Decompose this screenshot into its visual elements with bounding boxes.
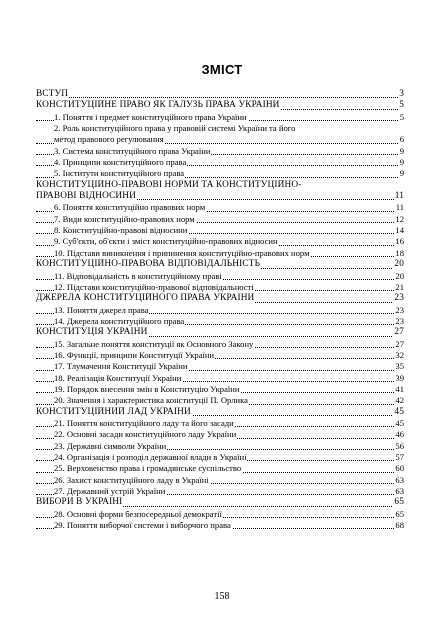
toc-entry-text: 5. Інститути конституційного права [54, 168, 185, 179]
toc-page-number: 12 [395, 213, 404, 224]
page-number: 158 [214, 591, 230, 602]
toc-page-number: 27 [395, 338, 404, 349]
toc-entry-text: 20. Значення і характеристика конституції П. Орлика [54, 395, 248, 406]
toc-item-entry[interactable] [36, 463, 404, 474]
toc-page-number: 46 [395, 429, 404, 440]
toc-section-entry[interactable] [36, 327, 404, 338]
toc-item-entry[interactable] [36, 202, 404, 213]
toc-page-number: 65 [394, 497, 404, 508]
toc-entry-text: 26. Захист конституційного ладу в Україні [54, 474, 209, 485]
toc-page-number: 14 [395, 225, 404, 236]
toc-page-number: 6 [399, 134, 404, 145]
toc-entry-text: 24. Організація і розподіл державної влади в Україні [54, 452, 247, 462]
toc-item-entry[interactable] [36, 452, 404, 463]
toc-page-number: 16 [395, 236, 404, 247]
toc-entry-text: 28. Основні форми безпосередньої демократії [54, 508, 222, 519]
toc-section-entry[interactable] [36, 497, 404, 508]
toc-entry-text: 4. Принципи конституційного права [54, 157, 187, 168]
toc-page-number: 20 [395, 270, 404, 281]
toc-entry-text: 1. Поняття і предмет конституційного права України [54, 111, 247, 122]
toc-item-entry[interactable] [36, 168, 404, 179]
toc-section-entry[interactable] [36, 89, 404, 100]
toc-page-number: 68 [395, 520, 404, 531]
toc-item-entry[interactable] [36, 271, 404, 282]
toc-item-entry[interactable] [36, 429, 404, 440]
toc-item-entry[interactable] [36, 475, 404, 486]
toc-item-entry[interactable] [36, 225, 404, 236]
dot-leader [36, 97, 404, 98]
toc-item-entry[interactable] [36, 305, 404, 316]
toc-entry-text: 18. Реалізація Конституції України [54, 372, 182, 383]
toc-page-number: 21 [395, 281, 404, 292]
toc-item-entry[interactable] [36, 214, 404, 225]
toc-entry-text: 13. Поняття джерел права [54, 304, 149, 315]
toc-item-entry[interactable] [36, 373, 404, 384]
toc-item-entry[interactable] [36, 384, 404, 395]
toc-item-entry[interactable] [36, 350, 404, 361]
toc-item-entry[interactable] [36, 157, 404, 168]
toc-entry-text: ДЖЕРЕЛА КОНСТИТУЦІЙНОГО ПРАВА УКРАЇНИ [36, 293, 255, 304]
toc-section-entry[interactable] [36, 293, 404, 304]
toc-page-number: 39 [395, 372, 404, 383]
toc-entry-text: ВСТУП [36, 89, 69, 99]
toc-page-number: 56 [395, 440, 404, 451]
toc-page-number: 23 [394, 293, 404, 304]
toc-page-number: 63 [395, 474, 404, 485]
toc-entry-text: 23. Державні символи України [54, 440, 167, 451]
toc-entry-text: 12. Підстави конституційно-правової відповідальності [54, 281, 254, 292]
toc-page-number: 42 [395, 395, 404, 406]
toc-page-number: 60 [395, 463, 404, 474]
toc-entry-text: ВИБОРИ В УКРАЇНІ [36, 497, 123, 508]
toc-item-entry[interactable] [36, 361, 404, 372]
toc-page-number: 20 [394, 259, 404, 270]
toc-entry-text: 15. Загальне поняття конституції як Основного Закону [54, 338, 254, 349]
toc-page-number: 9 [399, 157, 404, 168]
toc-item-entry[interactable] [36, 418, 404, 429]
toc-entry-text: ПРАВОВІ ВІДНОСИНИ [36, 191, 137, 202]
toc-entry-text: 17. Тлумачення Конституції України [54, 361, 188, 372]
page-title: ЗМІСТ [201, 62, 243, 77]
toc-page-number: 3 [399, 89, 404, 99]
toc-page-number: 23 [395, 304, 404, 315]
toc-entry-text: 25. Верховенство права і громадянське суспільство [54, 463, 242, 474]
toc-item-entry[interactable] [36, 123, 404, 134]
toc-entry-text: КОНСТИТУЦІЯ УКРАЇНИ [36, 327, 148, 338]
toc-page-number: 11 [395, 202, 404, 213]
toc-entry-text: 21. Поняття конституційного ладу та його засади [54, 417, 234, 428]
toc-item-entry[interactable] [36, 282, 404, 293]
toc-page-number: 45 [394, 406, 404, 417]
toc-entry-text: 3. Система конституційного права України [54, 145, 211, 156]
toc-section-entry[interactable] [36, 259, 404, 270]
toc-entry-text: 10. Підстави виникнення і припинення конституційно-правових норм [54, 247, 310, 258]
toc-entry-text: 6. Поняття конституційно правових норм [54, 202, 206, 213]
toc-item-entry[interactable] [36, 134, 404, 145]
toc-item-entry[interactable] [36, 316, 404, 327]
toc-page-number: 9 [399, 145, 404, 156]
toc-entry-text: 8. Конституційно-правові відносини [54, 225, 188, 236]
toc-entry-text: КОНСТИТУЦІЙНО-ПРАВОВА ВІДПОВІДАЛЬНІСТЬ [36, 259, 261, 270]
toc-page-number: 41 [395, 383, 404, 394]
toc-entry-text: 14. Джерела конституційного права [54, 315, 185, 326]
toc-entry-text: 7. Види конституційно-правових норм [54, 213, 195, 224]
toc-item-entry[interactable] [36, 339, 404, 350]
toc-page-number: 45 [395, 417, 404, 428]
toc-page-number: 57 [395, 452, 404, 462]
toc-page-number: 5 [399, 111, 404, 122]
toc-page-number: 27 [394, 327, 404, 338]
toc-entry-text: 19. Порядок внесення змін в Конституцію України [54, 383, 240, 394]
toc-entry-text: КОНСТИТУЦІЙНИЙ ЛАД УКРАЇНИ [36, 406, 191, 417]
toc-page-number: 5 [399, 100, 404, 111]
toc-item-entry[interactable] [36, 486, 404, 497]
toc-page-number: 23 [395, 315, 404, 326]
toc-entry-text: 11. Відповідальність в конституційному праві [54, 270, 222, 281]
toc-page-number: 9 [399, 168, 404, 179]
toc-entry-text: 2. Роль конституційного права у правовій системі України та його [54, 123, 296, 134]
toc-entry-text: 22. Основні засади конституційного ладу України [54, 429, 237, 440]
toc-section-entry[interactable] [36, 407, 404, 418]
toc-section-entry[interactable] [36, 180, 404, 191]
toc-page-number: 65 [395, 508, 404, 519]
toc-item-entry[interactable] [36, 509, 404, 520]
toc-page-number: 11 [394, 191, 404, 202]
toc-page-number: 35 [395, 361, 404, 372]
toc-entry-text: метод правового регулювання [54, 134, 164, 145]
toc-section-entry[interactable] [36, 191, 404, 202]
toc-entry-text: 29. Поняття виборчої системи і виборчого права [54, 520, 231, 531]
toc-item-entry[interactable] [36, 520, 404, 531]
toc-section-entry[interactable] [36, 100, 404, 111]
table-of-contents [36, 89, 404, 531]
toc-page-number: 32 [395, 349, 404, 360]
toc-item-entry[interactable] [36, 441, 404, 452]
toc-entry-text: 27. Державний устрій України [54, 486, 166, 497]
toc-page-number: 18 [395, 247, 404, 258]
toc-entry-text: КОНСТИТУЦІЙНО-ПРАВОВІ НОРМИ ТА КОНСТИТУЦІЙНО- [36, 179, 302, 190]
toc-entry-text: КОНСТИТУЦІЙНЕ ПРАВО ЯК ГАЛУЗЬ ПРАВА УКРАЇНИ [36, 100, 280, 111]
toc-item-entry[interactable] [36, 112, 404, 123]
toc-item-entry[interactable] [36, 395, 404, 406]
toc-item-entry[interactable] [36, 248, 404, 259]
toc-entry-text: 16. Функції, принципи Конституції України [54, 349, 215, 360]
toc-item-entry[interactable] [36, 236, 404, 247]
toc-entry-text: 9. Суб'єкти, об'єкти і зміст конституційно-правових відносин [54, 236, 278, 247]
toc-page-number: 63 [395, 486, 404, 497]
toc-item-entry[interactable] [36, 146, 404, 157]
